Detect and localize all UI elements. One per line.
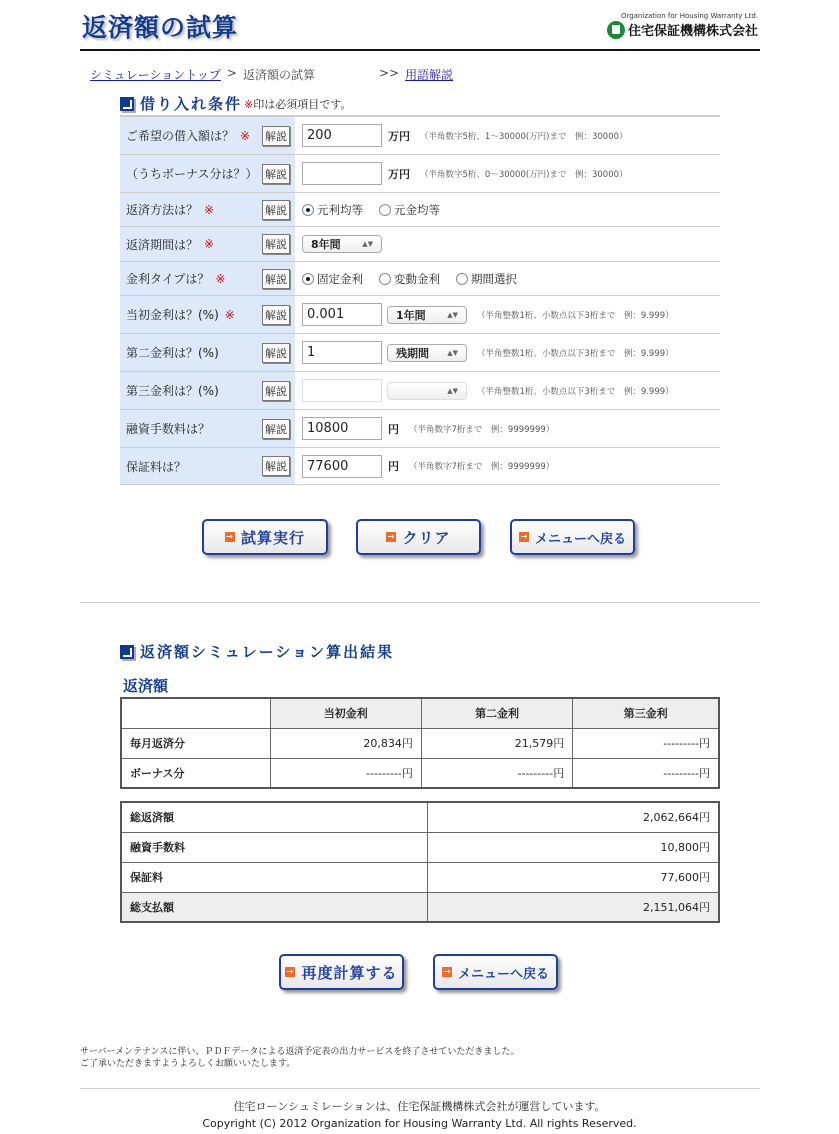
radio-label: 固定金利: [317, 271, 363, 286]
field-label-text: 返済方法は？: [126, 203, 199, 217]
radio-icon: [379, 204, 391, 216]
table-row: [121, 728, 719, 758]
select-arrows-icon: ▲▼: [447, 310, 458, 319]
select-arrows-icon: ▲▼: [447, 348, 458, 357]
maintenance-notice: [80, 1046, 519, 1070]
results-heading: [120, 641, 394, 662]
footer-copyright: Copyright (C) 2012 Organization for Housing Warranty Ltd. All rights Reserved.: [202, 1117, 637, 1130]
cell-value: ---------円: [270, 758, 421, 788]
required-mark: ※: [204, 237, 215, 251]
form-row: [120, 193, 720, 227]
arrow-right-icon: →: [520, 532, 528, 541]
help-button[interactable]: 解説: [262, 234, 290, 254]
row-label: 保証料: [121, 862, 427, 892]
radio-option[interactable]: [302, 271, 363, 287]
form-row: [120, 227, 720, 262]
required-mark: ※: [224, 307, 235, 322]
table-header: 当初金利: [270, 698, 421, 728]
field-label: [120, 117, 295, 154]
radio-icon: [379, 273, 391, 285]
select-value: 残期間: [396, 346, 429, 360]
glossary-prefix: >>: [379, 66, 400, 80]
radio-label: 期間選択: [471, 271, 517, 286]
table-header-blank: [121, 698, 270, 728]
field-label-text: 第三金利は？(%): [126, 384, 219, 398]
field-label-text: 当初金利は？(%): [126, 308, 219, 322]
breadcrumb-separator: >: [226, 66, 237, 80]
field-label-text: 保証料は？: [126, 459, 187, 474]
unit-label: 円: [388, 460, 399, 473]
cell-value: 2,151,064円: [427, 892, 719, 922]
cell-value: 10,800円: [427, 832, 719, 862]
field-label-text: ご希望の借入額は？: [126, 129, 235, 143]
field-input[interactable]: 200: [302, 124, 382, 147]
field-input[interactable]: [302, 379, 382, 402]
table-row: [121, 832, 719, 862]
form-row: [120, 372, 720, 410]
field-label: [120, 262, 295, 295]
button-label: 試算実行: [240, 528, 305, 547]
row-label: 毎月返済分: [121, 728, 270, 758]
form-row: [120, 296, 720, 334]
help-button[interactable]: 解説: [262, 269, 290, 289]
help-button[interactable]: 解説: [262, 200, 290, 220]
required-mark: ※: [244, 97, 254, 111]
table-row: [121, 758, 719, 788]
radio-option[interactable]: [302, 202, 363, 218]
table-row: [121, 862, 719, 892]
field-select[interactable]: [302, 235, 382, 253]
unit-label: 万円: [388, 129, 410, 143]
header-divider: [80, 49, 760, 51]
table-header: 第二金利: [421, 698, 572, 728]
arrow-right-icon: →: [226, 532, 234, 541]
select-arrows-icon: ▲▼: [447, 386, 458, 395]
table-row: [121, 802, 719, 832]
conditions-title: 借り入れ条件: [140, 95, 243, 113]
help-button[interactable]: 解説: [262, 456, 290, 476]
clear-button[interactable]: [356, 519, 481, 555]
select-value: 1年間: [396, 308, 426, 322]
footer-divider: [80, 1088, 760, 1089]
help-button[interactable]: 解説: [262, 164, 290, 184]
help-button[interactable]: 解説: [262, 343, 290, 363]
arrow-right-icon: →: [443, 967, 451, 976]
cell-value: ---------円: [573, 728, 719, 758]
totals-table: [120, 801, 720, 923]
loan-conditions-form: [120, 115, 720, 485]
cell-value: 20,834円: [270, 728, 421, 758]
field-hint: （半角数字7桁まで 例：9999999）: [409, 462, 555, 472]
glossary-link[interactable]: 用語解説: [405, 68, 454, 82]
field-hint: （半角整数1桁、小数点以下3桁まで 例：9.999）: [477, 310, 674, 321]
monthly-payment-table: [120, 697, 720, 789]
company-logo: [606, 12, 758, 39]
form-row: [120, 117, 720, 155]
help-button[interactable]: 解説: [262, 381, 290, 401]
help-button[interactable]: 解説: [262, 126, 290, 146]
required-mark: ※: [240, 128, 251, 143]
run-simulation-button[interactable]: [202, 519, 328, 555]
required-note: 印は必須項目です。: [253, 97, 352, 111]
row-label: ボーナス分: [121, 758, 270, 788]
table-header: 第三金利: [573, 698, 719, 728]
field-hint: （半角数字7桁まで 例：9999999）: [409, 424, 555, 435]
footer-operator: 住宅ローンシュミレーションは、住宅保証機構株式会社が運営しています。: [233, 1100, 606, 1113]
logo-mark-icon: [607, 21, 625, 39]
field-label-text: （うちボーナス分は？）: [126, 167, 258, 181]
button-label: クリア: [402, 528, 451, 547]
field-hint: （半角整数1桁、小数点以下3桁まで 例：9.999）: [477, 386, 674, 397]
cell-value: 2,062,664円: [427, 802, 719, 832]
footer: [0, 1098, 839, 1132]
form-row: [120, 448, 720, 485]
button-label: メニューへ戻る: [457, 966, 549, 982]
arrow-right-icon: →: [387, 532, 396, 541]
field-input[interactable]: 10800: [302, 417, 382, 440]
back-to-menu-button[interactable]: [510, 519, 635, 555]
table-row-total: [121, 892, 719, 922]
required-mark: ※: [215, 271, 226, 286]
radio-option[interactable]: [379, 202, 440, 218]
field-label: [120, 372, 295, 409]
required-mark: ※: [204, 202, 215, 217]
section-arrow-icon: [120, 645, 134, 659]
field-label: [120, 193, 295, 226]
results-title: 返済額シミュレーション算出結果: [140, 643, 395, 661]
field-select[interactable]: [387, 306, 467, 324]
field-input[interactable]: 77600: [302, 455, 382, 478]
field-label: [120, 448, 295, 484]
form-row: [120, 262, 720, 296]
cell-value: ---------円: [573, 758, 719, 788]
breadcrumb: [90, 66, 453, 83]
field-input[interactable]: 0.001: [302, 303, 382, 326]
conditions-heading: [120, 93, 351, 114]
cell-value: ---------円: [421, 758, 572, 788]
form-row: [120, 410, 720, 448]
section-divider: [80, 602, 760, 603]
radio-label: 元金均等: [394, 202, 440, 217]
row-label: 総返済額: [121, 802, 427, 832]
radio-icon: [456, 273, 468, 285]
button-label: メニューへ戻る: [534, 531, 626, 547]
unit-label: 円: [388, 422, 399, 436]
radio-icon: [302, 204, 314, 216]
field-label: [120, 155, 295, 192]
field-label-text: 金利タイプは？: [126, 272, 210, 286]
field-hint: （半角数字5桁、1～30000(万円)まで 例：30000）: [420, 131, 628, 142]
breadcrumb-home-link[interactable]: シミュレーショントップ: [90, 68, 221, 82]
field-select[interactable]: [387, 382, 467, 400]
field-label-text: 返済期間は？: [126, 237, 199, 252]
field-label: [120, 334, 295, 371]
cell-value: 77,600円: [427, 862, 719, 892]
radio-icon: [302, 273, 314, 285]
field-input[interactable]: 1: [302, 341, 382, 364]
results-subtitle: 返済額: [123, 677, 169, 695]
page-title: 返済額の試算: [82, 13, 239, 42]
select-value: 8年間: [311, 238, 341, 251]
row-label: 総支払額: [121, 892, 427, 922]
breadcrumb-current: 返済額の試算: [242, 68, 315, 82]
select-arrows-icon: ▲▼: [362, 240, 373, 248]
radio-label: 変動金利: [394, 271, 440, 286]
section-arrow-icon: [120, 97, 134, 111]
field-hint: （半角整数1桁、小数点以下3桁まで 例：9.999）: [477, 348, 674, 359]
back-to-menu-button-bottom[interactable]: [433, 954, 558, 990]
field-label-text: 第二金利は？(%): [126, 346, 219, 360]
row-label: 融資手数料: [121, 832, 427, 862]
field-label: [120, 296, 295, 333]
field-label: [120, 227, 295, 261]
unit-label: 万円: [388, 167, 410, 181]
form-row: [120, 155, 720, 193]
notice-line: ご了承いただきますようよろしくお願いいたします。: [80, 1059, 296, 1069]
arrow-right-icon: →: [286, 967, 295, 976]
field-input[interactable]: [302, 162, 382, 185]
radio-option[interactable]: [379, 271, 440, 287]
field-label-text: 融資手数料は？: [126, 422, 211, 436]
button-label: 再度計算する: [301, 963, 398, 982]
field-select[interactable]: [387, 344, 467, 362]
help-button[interactable]: 解説: [262, 305, 290, 325]
recalculate-button[interactable]: [279, 954, 404, 990]
field-hint: （半角数字5桁、0～30000(万円)まで 例：30000）: [420, 169, 628, 180]
radio-option[interactable]: [456, 271, 517, 287]
help-button[interactable]: 解説: [262, 419, 290, 439]
radio-label: 元利均等: [317, 202, 363, 217]
notice-line: サーバーメンテナンスに伴い、ＰＤＦデータによる返済予定表の出力サービスを終了させていただきました。: [80, 1047, 520, 1057]
logo-japanese: 住宅保証機構株式会社: [627, 24, 758, 39]
cell-value: 21,579円: [421, 728, 572, 758]
form-row: [120, 334, 720, 372]
logo-english: Organization for Housing Warranty Ltd.: [620, 12, 758, 20]
field-label: [120, 410, 295, 447]
